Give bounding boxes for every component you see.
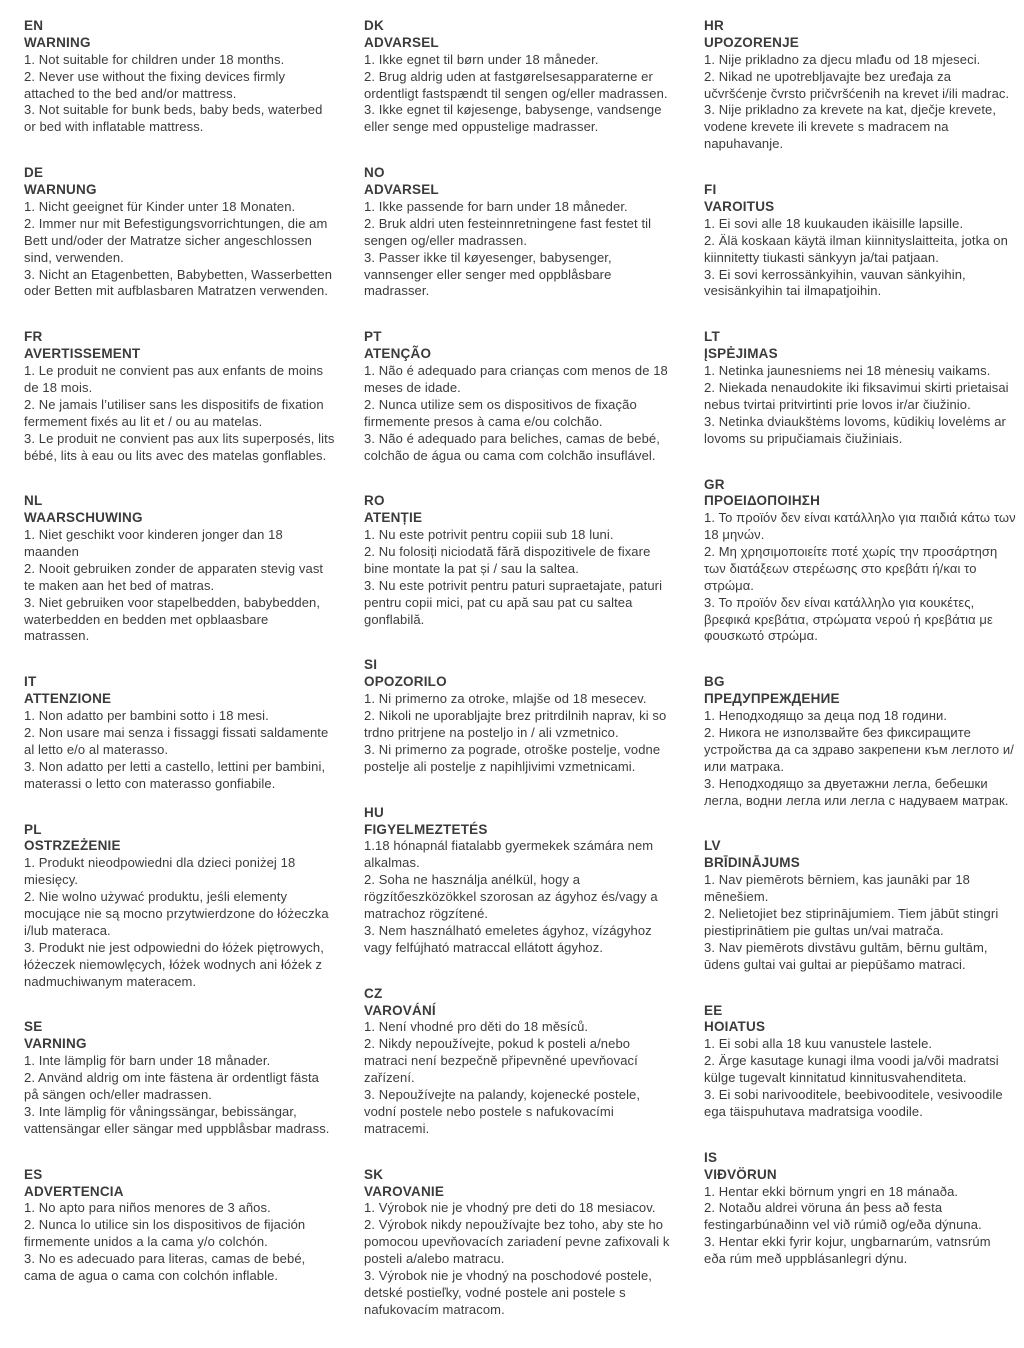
warning-item: 2. Ärge kasutage kunagi ilma voodi ja/või madratsi külge tugevalt kinnitatud kinnitusvahenditeta.	[704, 1053, 999, 1086]
warning-item: 1. Ikke egnet til børn under 18 måneder.	[364, 51, 599, 67]
warning-item: 2. Älä koskaan käytä ilman kiinnityslaitteita, jotka on kiinnitetty tiukasti sänkyyn ja/tai patjaan.	[704, 232, 1008, 265]
language-section-fr	[24, 329, 336, 464]
warning-item: 1. No apto para niños menores de 3 años.	[24, 1200, 271, 1216]
language-code: SK	[364, 1166, 384, 1182]
language-code: RO	[364, 493, 385, 509]
language-code: HU	[364, 804, 384, 820]
warning-title: UPOZORENJE	[704, 34, 800, 50]
language-section-dk	[364, 18, 676, 136]
language-code: LT	[704, 329, 720, 345]
language-code: SE	[24, 1019, 43, 1035]
warning-title: ATTENZIONE	[24, 691, 112, 707]
warning-item: 1. Hentar ekki börnum yngri en 18 mánaða.	[704, 1183, 959, 1199]
language-section-se	[24, 1019, 336, 1137]
warning-item: 2. Nelietojiet bez stiprinājumiem. Tiem jābūt stingri piestiprinātiem pie gultas un/vai matrača.	[704, 906, 999, 938]
warning-item: 2. Nikoli ne uporabljajte brez pritrdilnih naprav, ki so trdno pritrjene na posteljo in / ali vzmetnico.	[364, 708, 667, 741]
warning-title: ĮSPĖJIMAS	[704, 346, 778, 362]
warning-item: 2. Ne jamais l’utiliser sans les dispositifs de fixation fermement fixés au lit et / ou au matelas.	[24, 396, 324, 429]
language-code: DE	[24, 165, 44, 181]
warning-item: 2. Nooit gebruiken zonder de apparaten stevig vast te maken aan het bed of matras.	[24, 560, 324, 593]
warning-item: 1. Ni primerno za otroke, mlajše od 18 mesecev.	[364, 691, 647, 707]
warning-title: VIÐVÖRUN	[704, 1166, 777, 1182]
language-code: GR	[704, 476, 725, 492]
warning-item: 3. Passer ikke til køyesenger, babysenger, vannsenger eller senger med oppblåsbare madrasser.	[364, 249, 612, 299]
warning-item: 3. Неподходящо за двуетажни легла, бебешки легла, водни легла или легла с надуваем матрак.	[704, 775, 1009, 808]
warning-item: 3. Hentar ekki fyrir kojur, ungbarnarúm, vatnsrúm eða rúm með uppblásanlegri dýnu.	[704, 1234, 991, 1267]
warning-item: 3. Ikke egnet til køjesenge, babysenge, vandsenge eller senge med oppustelige madrasser.	[364, 102, 662, 135]
warning-item: 3. Ei sovi kerrossänkyihin, vauvan sänkyihin, vesisänkyihin tai ilmapatjoihin.	[704, 266, 966, 299]
language-code: SI	[364, 657, 378, 673]
language-section-gr	[704, 477, 1016, 646]
language-code: BG	[704, 674, 725, 690]
warning-item: 1. Inte lämplig för barn under 18 månader.	[24, 1053, 271, 1069]
warning-title: OSTRZEŻENIE	[24, 838, 121, 854]
warning-item: 1. Not suitable for children under 18 months.	[24, 51, 285, 67]
warning-title: VAROITUS	[704, 198, 775, 214]
warning-item: 1. Non adatto per bambini sotto i 18 mesi.	[24, 708, 269, 724]
warning-item: 3. Nije prikladno za krevete na kat, dječje krevete, vodene krevete ili krevete s madracem na napuhavanje.	[704, 102, 997, 152]
language-code: ES	[24, 1166, 43, 1182]
warning-title: ADVARSEL	[364, 34, 439, 50]
warning-title: ADVERTENCIA	[24, 1183, 124, 1199]
language-code: EN	[24, 18, 44, 33]
warning-item: 2. Soha ne használja anélkül, hogy a rögzítőeszközökkel szorosan az ágyhoz és/vagy a matrachoz rögzítené.	[364, 872, 658, 921]
language-section-sk	[364, 1167, 676, 1319]
language-section-es	[24, 1167, 336, 1285]
language-section-is	[704, 1150, 1016, 1268]
warning-item: 3. Le produit ne convient pas aux lits superposés, lits bébé, lits à eau ou lits avec des matelas gonflables.	[24, 430, 335, 463]
language-section-it	[24, 674, 336, 792]
language-section-si	[364, 657, 676, 775]
language-section-hu	[364, 805, 676, 957]
language-section-en	[24, 18, 336, 136]
warning-item: 1. Nav piemērots bērniem, kas jaunāki par 18 mēnešiem.	[704, 872, 970, 905]
column-2	[364, 18, 676, 1348]
warning-item: 3. Nav piemērots divstāvu gultām, bērnu gultām, ūdens gultai vai gultai ar piepūšamo matraci.	[704, 939, 988, 972]
warning-item: 1. Nicht geeignet für Kinder unter 18 Monaten.	[24, 198, 296, 214]
warning-item: 1. Nu este potrivit pentru copiii sub 18 luni.	[364, 527, 614, 543]
language-section-nl	[24, 493, 336, 645]
warning-item: 3. Το προϊόν δεν είναι κατάλληλο για κουκέτες, βρεφικά κρεβάτια, στρώματα νερού ή κρεβάτια με φουσκωτό στρώμα.	[704, 594, 993, 644]
warning-item: 2. Nikad ne upotrebljavajte bez uređaja za učvršćenje čvrsto pričvršćenih na krevet i/ili madrac.	[704, 68, 1010, 101]
warning-item: 3. Nepoužívejte na palandy, kojenecké postele, vodní postele nebo postele s nafukovacími matracemi.	[364, 1086, 641, 1136]
warning-title: WARNING	[24, 34, 91, 50]
language-code: DK	[364, 18, 384, 33]
language-code: FR	[24, 329, 43, 345]
warning-item: 1. Netinka jaunesniems nei 18 mėnesių vaikams.	[704, 363, 991, 379]
warning-item: 1. Produkt nieodpowiedni dla dzieci poniżej 18 miesięcy.	[24, 855, 296, 888]
language-section-no	[364, 165, 676, 300]
language-section-ro	[364, 493, 676, 628]
warning-title: ΠΡΟΕΙΔΟΠΟΙΗΣΗ	[704, 493, 821, 509]
warning-item: 1. Неподходящо за деца под 18 години.	[704, 708, 948, 724]
language-code: HR	[704, 18, 724, 33]
warning-item: 1. Výrobok nie je vhodný pre deti do 18 mesiacov.	[364, 1200, 656, 1216]
warning-item: 3. Ei sobi narivooditele, beebivooditele, vesivoodile ega täispuhutava madratsiga voodile.	[704, 1086, 1003, 1119]
warning-title: ADVARSEL	[364, 182, 439, 198]
warning-item: 3. Výrobok nie je vhodný na poschodové postele, detské postieľky, vodné postele ani postele s nafukovacím matracom.	[364, 1267, 653, 1317]
warning-item: 3. Nem használható emeletes ágyhoz, vízágyhoz vagy felfújható matraccal ellátott ágyhoz.	[364, 922, 652, 955]
warning-title: ATENȚIE	[364, 510, 423, 526]
language-code: PL	[24, 821, 42, 837]
warning-item: 2. Bruk aldri uten festeinnretningene fast festet til sengen og/eller madrassen.	[364, 215, 652, 248]
warning-title: ПРЕДУПРЕЖДЕНИЕ	[704, 691, 840, 707]
warning-item: 3. Ni primerno za pograde, otroške postelje, vodne postelje ali postelje z napihljivimi vzmetnicami.	[364, 741, 661, 774]
warning-item: 2. Μη χρησιμοποιείτε ποτέ χωρίς την προσάρτηση των διατάξεων στερέωσης στο κρεβάτι ή/και το στρώμα.	[704, 544, 998, 593]
warning-title: BRĪDINĀJUMS	[704, 855, 800, 871]
warning-title: VAROVÁNÍ	[364, 1002, 436, 1018]
warning-item: 1. Nije prikladno za djecu mlađu od 18 mjeseci.	[704, 51, 981, 67]
warning-title: WARNUNG	[24, 182, 97, 198]
warning-item: 1. Não é adequado para crianças com menos de 18 meses de idade.	[364, 363, 668, 395]
language-code: CZ	[364, 985, 383, 1001]
warning-item: 2. Nunca lo utilice sin los dispositivos de fijación firmemente unidos a la cama y/o colchón.	[24, 1217, 306, 1250]
language-code: NO	[364, 165, 385, 181]
warning-item: 2. Nu folosiți niciodată fără dispozitivele de fixare bine montate la pat și / sau la saltea.	[364, 544, 651, 576]
language-section-de	[24, 165, 336, 300]
warning-title: OPOZORILO	[364, 674, 447, 690]
language-section-hr	[704, 18, 1016, 153]
warning-item: 3. Niet gebruiken voor stapelbedden, babybedden, waterbedden en bedden met opblaasbare matrassen.	[24, 594, 321, 644]
column-3	[704, 18, 1016, 1348]
warning-title: WAARSCHUWING	[24, 510, 143, 526]
warning-title: FIGYELMEZTETÉS	[364, 821, 488, 837]
warning-item: 3. Non adatto per letti a castello, lettini per bambini, materassi o letto con materasso gonfiabile.	[24, 758, 326, 791]
language-section-fi	[704, 182, 1016, 300]
language-section-ee	[704, 1003, 1016, 1121]
language-code: NL	[24, 493, 43, 509]
warning-item: 2. Výrobok nikdy nepoužívajte bez toho, aby ste ho pomocou upevňovacích zariadení pevne zafixovali k posteli a/alebo matracu.	[364, 1217, 670, 1267]
warning-item: 2. Nunca utilize sem os dispositivos de fixação firmemente presos à cama e/ou colchão.	[364, 396, 637, 429]
warning-item: 2. Använd aldrig om inte fästena är ordentligt fästa på sängen och/eller madrassen.	[24, 1070, 319, 1102]
warning-item: 3. Not suitable for bunk beds, baby beds, waterbed or bed with inflatable mattress.	[24, 102, 323, 135]
warning-item: 2. Non usare mai senza i fissaggi fissati saldamente al letto e/o al materasso.	[24, 725, 329, 757]
warning-title: ATENÇÃO	[364, 346, 432, 362]
warning-item: 1.18 hónapnál fiatalabb gyermekek számára nem alkalmas.	[364, 838, 654, 871]
warning-item: 1. Niet geschikt voor kinderen jonger dan 18 maanden	[24, 527, 283, 560]
warning-item: 1. Ei sovi alle 18 kuukauden ikäisille lapsille.	[704, 215, 964, 231]
language-code: PT	[364, 329, 382, 345]
warning-item: 3. Produkt nie jest odpowiedni do łóżek piętrowych, łóżeczek niemowlęcych, łóżek wodnych ani łóżek z nadmuchiwanym materacem.	[24, 939, 324, 989]
warning-item: 2. Never use without the fixing devices firmly attached to the bed and/or mattress.	[24, 68, 286, 101]
warning-title: HOIATUS	[704, 1019, 766, 1035]
language-section-cz	[364, 986, 676, 1138]
warning-item: 1. Ikke passende for barn under 18 måneder.	[364, 198, 628, 214]
warning-item: 2. Immer nur mit Befestigungsvorrichtungen, die am Bett und/oder der Matratze sicher angeschlossen sind, verwenden.	[24, 215, 328, 265]
column-1	[24, 18, 336, 1348]
warning-item: 3. Não é adequado para beliches, camas de bebé, colchão de água ou cama com colchão insuflável.	[364, 430, 660, 463]
warning-item: 1. Το προϊόν δεν είναι κατάλληλο για παιδιά κάτω των 18 μηνών.	[704, 510, 1016, 543]
warning-title: AVERTISSEMENT	[24, 346, 141, 362]
language-code: LV	[704, 838, 721, 854]
warning-item: 3. Nicht an Etagenbetten, Babybetten, Wasserbetten oder Betten mit aufblasbaren Matratzen verwenden.	[24, 266, 333, 299]
warning-item: 2. Nie wolno używać produktu, jeśli elementy mocujące nie są mocno przytwierdzone do łóżeczka i/lub materaca.	[24, 889, 329, 938]
language-section-bg	[704, 674, 1016, 809]
language-section-pt	[364, 329, 676, 464]
warning-title: VARNING	[24, 1036, 87, 1052]
warning-item: 1. Není vhodné pro děti do 18 měsíců.	[364, 1019, 589, 1035]
warning-item: 2. Niekada nenaudokite iki fiksavimui skirti prietaisai nebus tvirtai pritvirtinti prie lovos ir/ar čiužinio.	[704, 379, 1009, 412]
warning-item: 2. Никога не използвайте без фиксиращите устройства да са здраво закрепени към леглото и/или матрака.	[704, 725, 1014, 774]
warning-item: 2. Notaðu aldrei vöruna án þess að festa festingarbúnaðinn vel við rúmið og/eða dýnuna.	[704, 1200, 982, 1233]
warning-title: VAROVANIE	[364, 1183, 445, 1199]
language-section-pl	[24, 822, 336, 991]
warning-item: 3. Netinka dviaukštėms lovoms, kūdikių lovelėms ar lovoms su pripučiamais čiužiniais.	[704, 413, 1006, 446]
language-code: FI	[704, 182, 717, 198]
warning-item: 3. No es adecuado para literas, camas de bebé, cama de agua o cama con colchón inflable.	[24, 1251, 306, 1283]
warning-item: 2. Brug aldrig uden at fastgørelsesapparaterne er ordentligt fastspændt til sengen og/eller madrassen.	[364, 68, 668, 101]
language-code: EE	[704, 1002, 723, 1018]
warning-item: 2. Nikdy nepoužívejte, pokud k posteli a/nebo matraci není bezpečně připevněné upevňovací zařízení.	[364, 1036, 638, 1086]
warning-item: 1. Ei sobi alla 18 kuu vanustele lastele.	[704, 1036, 933, 1052]
language-columns	[24, 18, 1016, 1348]
warning-item: 3. Nu este potrivit pentru paturi supraetajate, paturi pentru copii mici, pat cu apă sau pat cu saltea gonflabilă.	[364, 577, 663, 627]
language-code: IT	[24, 674, 37, 690]
warning-item: 3. Inte lämplig för våningssängar, bebissängar, vattensängar eller sängar med uppblåsbar madrass.	[24, 1103, 330, 1136]
warning-item: 1. Le produit ne convient pas aux enfants de moins de 18 mois.	[24, 363, 324, 395]
language-code: IS	[704, 1149, 718, 1165]
language-section-lv	[704, 838, 1016, 973]
language-section-lt	[704, 329, 1016, 447]
